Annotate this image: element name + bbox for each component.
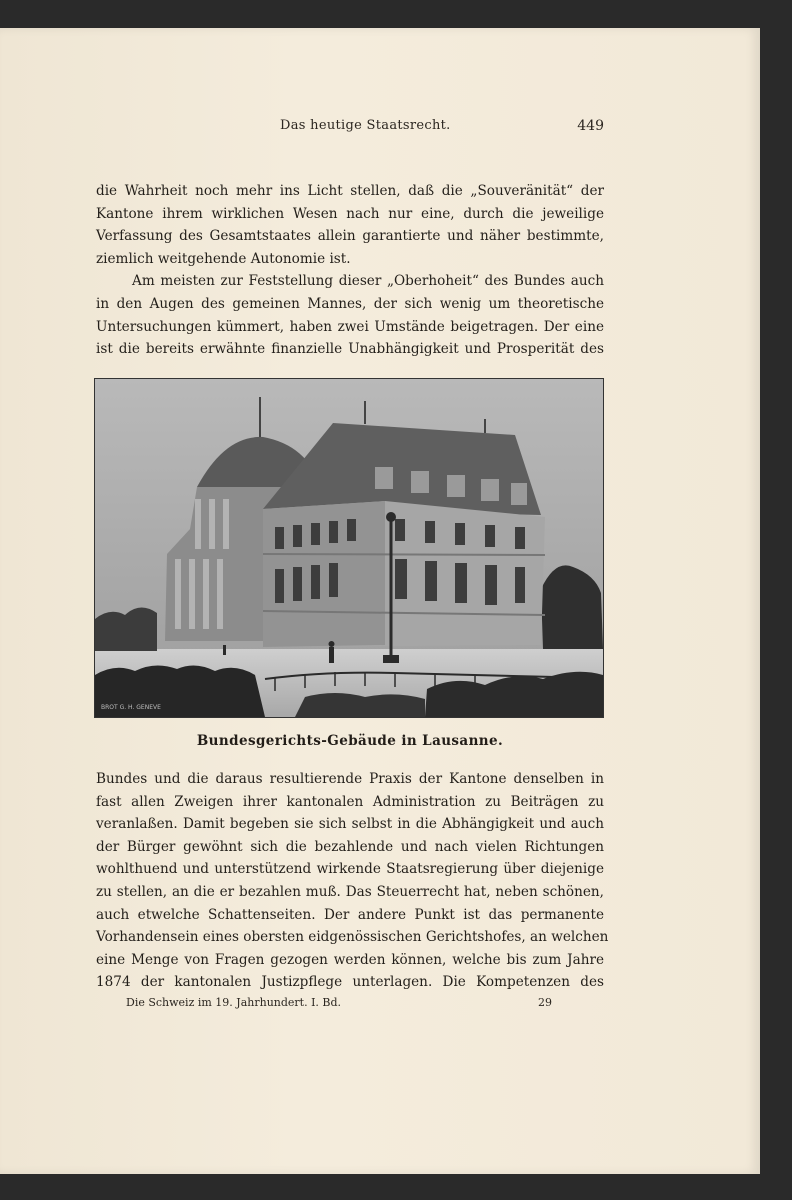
text-block-bottom [96, 768, 609, 994]
building-illustration [95, 379, 603, 717]
paragraph-third [96, 768, 609, 994]
figure-caption: Bundesgerichts-Gebäude in Lausanne. [196, 733, 504, 749]
printer-signature: 29 [538, 996, 552, 1009]
page-footer [96, 996, 604, 1016]
text-block-top [96, 180, 604, 361]
text-line: in den Augen des gemeinen Mannes, der sich wenig um theoretische [96, 295, 604, 312]
text-line: die Wahrheit noch mehr ins Licht stellen, daß die „Souveränität“ der [96, 183, 604, 199]
text-line: Bundes und die daraus resultierende Praxis der Kantone denselben in [96, 771, 604, 787]
paragraph-continuation [96, 180, 604, 270]
text-line: zu stellen, an die er bezahlen muß. Das Steuerrecht hat, neben schönen, [96, 883, 604, 900]
text-line: ist die bereits erwähnte finanzielle Unabhängigkeit und Prosperität des [96, 341, 604, 358]
text-line: auch etwelche Schattenseiten. Der andere Punkt ist das permanente [96, 906, 604, 923]
building-photograph [94, 378, 604, 718]
text-line: Vorhandensein eines obersten eidgenössischen Gerichtshofes, an welchen [96, 929, 609, 946]
text-line: Verfassung des Gesamtstaates allein garantierte und näher bestimmte, [96, 228, 604, 245]
running-head: Das heutige Staatsrecht. [280, 118, 451, 133]
text-line: ziemlich weitgehende Autonomie ist. [96, 250, 351, 267]
footer-book-title: Die Schweiz im 19. Jahrhundert. I. Bd. [126, 996, 342, 1009]
text-line: Am meisten zur Feststellung dieser „Oberhoheit“ des Bundes auch [132, 273, 604, 290]
text-line: fast allen Zweigen ihrer kantonalen Administration zu Beiträgen zu [96, 793, 604, 810]
text-line: eine Menge von Fragen gezogen werden können, welche bis zum Jahre [96, 951, 604, 968]
page-header [96, 118, 604, 142]
text-line: veranlaßen. Damit begeben sie sich selbst in die Abhängigkeit und auch [96, 816, 604, 833]
text-line: wohlthuend und unterstützend wirkende Staatsregierung über diejenige [96, 861, 604, 878]
page-number: 449 [577, 118, 604, 134]
text-line: 1874 der kantonalen Justizpflege unterlagen. Die Kompetenzen des [96, 974, 604, 991]
text-line: Kantone ihrem wirklichen Wesen nach nur eine, durch die jeweilige [96, 205, 604, 222]
text-line: Untersuchungen kümmert, haben zwei Umstände beigetragen. Der eine [96, 318, 604, 335]
paragraph-second [96, 270, 604, 360]
text-line: der Bürger gewöhnt sich die bezahlende und nach vielen Richtungen [96, 838, 604, 855]
photo-credit: BROT G. H. GENEVE [101, 704, 161, 711]
